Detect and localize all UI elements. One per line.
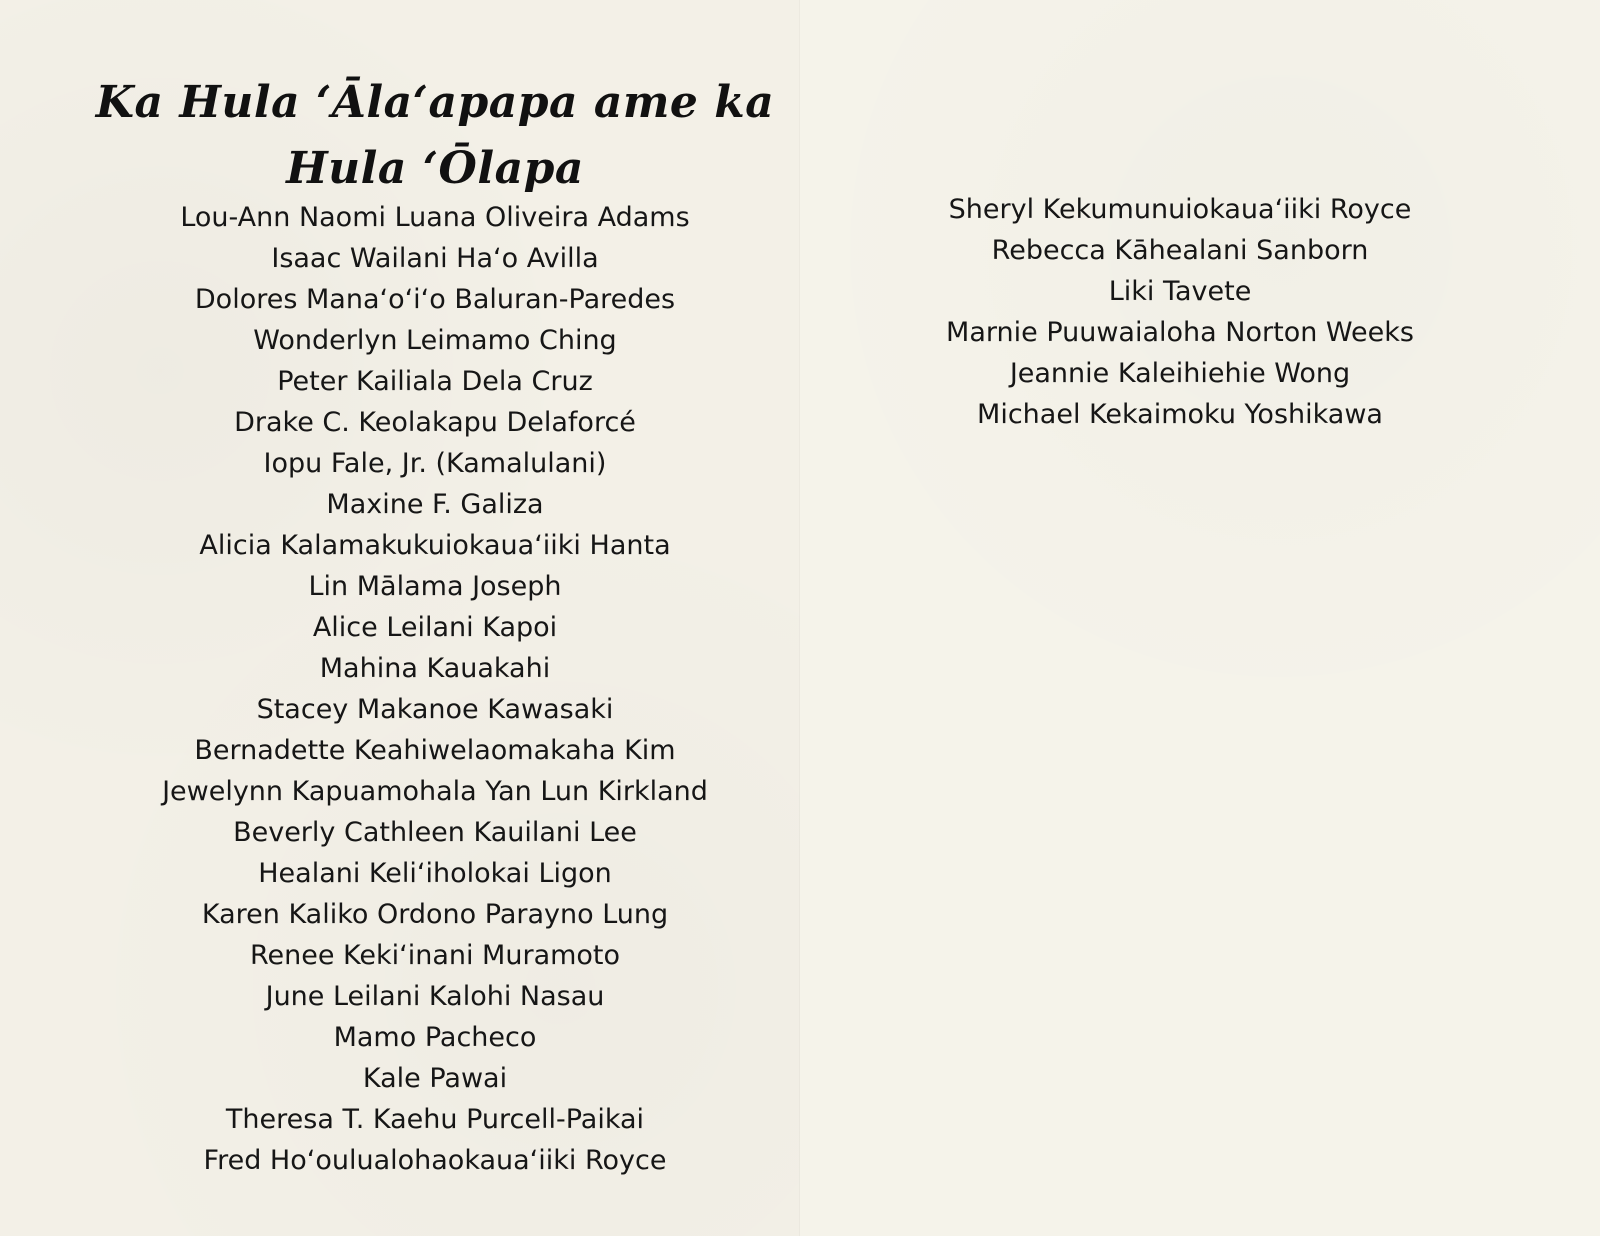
performer-name: Fred Hoʻoulualohaokauaʻiiki Royce [203, 1145, 667, 1176]
performer-name: June Leilani Kalohi Nasau [265, 981, 605, 1012]
performer-name: Wonderlyn Leimamo Ching [253, 325, 617, 356]
performer-list-right [880, 189, 1480, 435]
right-page [800, 0, 1600, 1236]
performer-name: Kale Pawai [362, 1063, 508, 1094]
performer-name: Isaac Wailani Haʻo Avilla [271, 243, 599, 274]
page-title: Ka Hula ʻĀlaʻapapa ame ka Hula ʻŌlapa [95, 77, 775, 194]
performer-name: Sheryl Kekumunuiokauaʻiiki Royce [948, 194, 1412, 225]
performer-name: Mahina Kauakahi [319, 653, 551, 684]
performer-list-left [130, 197, 740, 1181]
performer-name: Beverly Cathleen Kauilani Lee [233, 817, 637, 848]
performer-name: Liki Tavete [1108, 276, 1252, 307]
performer-name: Bernadette Keahiwelaomakaha Kim [194, 735, 676, 766]
performer-name: Lou-Ann Naomi Luana Oliveira Adams [180, 202, 690, 233]
performer-name: Alice Leilani Kapoi [312, 612, 558, 643]
performer-name: Lin Mālama Joseph [308, 571, 562, 602]
performer-name: Renee Kekiʻinani Muramoto [249, 940, 621, 971]
performer-name: Rebecca Kāhealani Sanborn [991, 235, 1369, 266]
performer-name: Peter Kailiala Dela Cruz [277, 366, 593, 397]
performer-name: Dolores Manaʻoʻiʻo Baluran-Paredes [194, 284, 676, 315]
performer-name: Karen Kaliko Ordono Parayno Lung [201, 899, 669, 930]
performer-name: Healani Keliʻiholokai Ligon [258, 858, 612, 889]
performer-name: Mamo Pacheco [333, 1022, 537, 1053]
performer-name: Drake C. Keolakapu Delaforcé [234, 407, 636, 438]
performer-name: Jeannie Kaleihiehie Wong [1009, 358, 1351, 389]
performer-name: Michael Kekaimoku Yoshikawa [977, 399, 1383, 430]
performer-name: Alicia Kalamakukuiokauaʻiiki Hanta [199, 530, 671, 561]
performer-name: Iopu Fale, Jr. (Kamalulani) [263, 448, 607, 479]
performer-name: Maxine F. Galiza [326, 489, 544, 520]
performer-name: Theresa T. Kaehu Purcell-Paikai [225, 1104, 645, 1135]
performer-name: Jewelynn Kapuamohala Yan Lun Kirkland [162, 776, 708, 807]
performer-name: Marnie Puuwaialoha Norton Weeks [946, 317, 1414, 348]
performer-name: Stacey Makanoe Kawasaki [256, 694, 614, 725]
